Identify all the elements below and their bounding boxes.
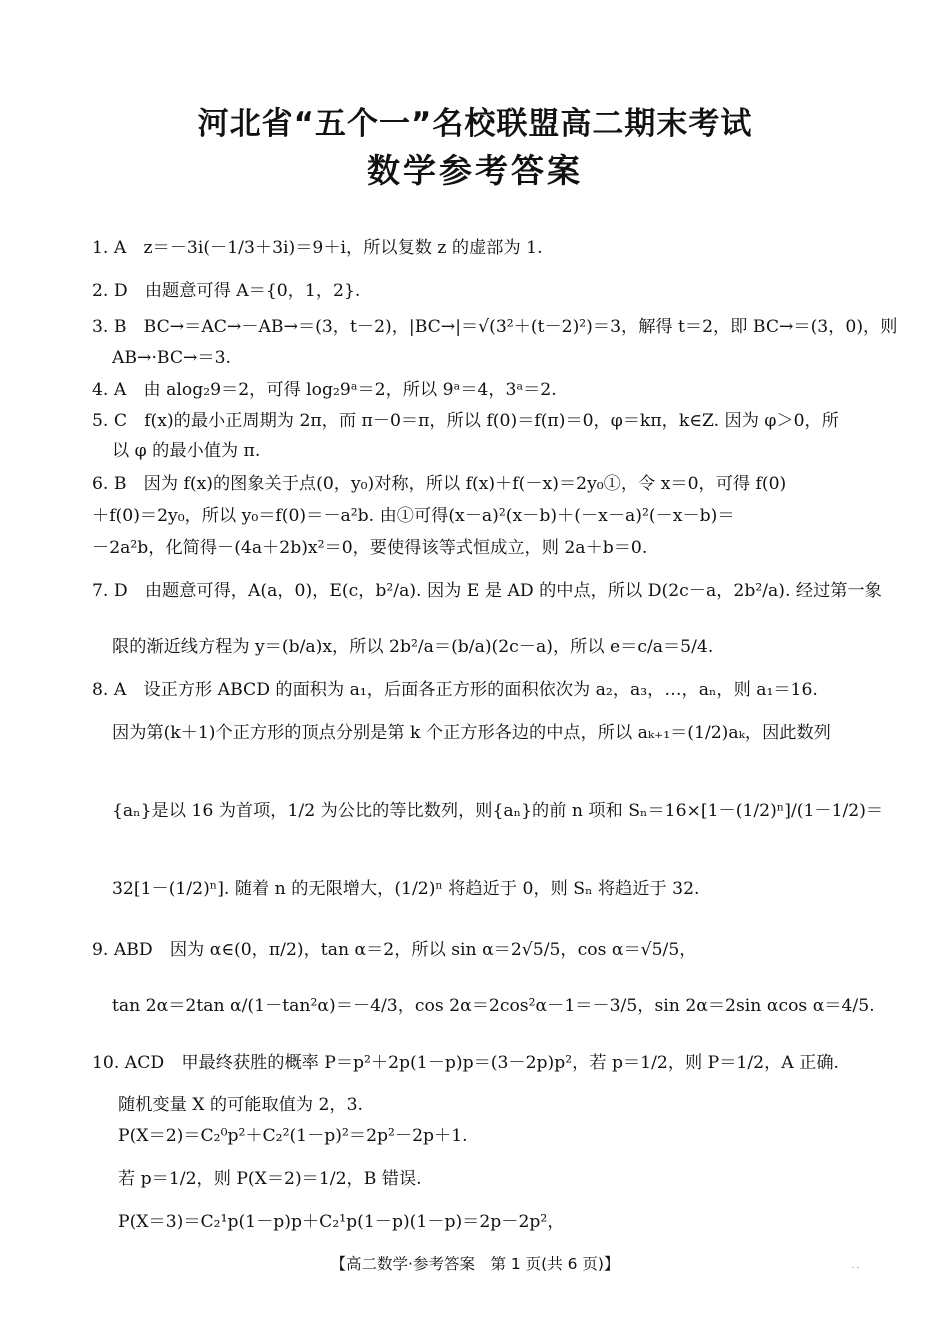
answer-line: ＋f(0)＝2y₀，所以 y₀＝f(0)＝－a²b. 由①可得(x－a)²(x－b)＋(－x－a)²(－x－b)＝ <box>92 506 735 526</box>
answer-line: 4. A 由 alog₂9＝2，可得 log₂9ᵃ＝2，所以 9ᵃ＝4，3ᵃ＝2. <box>92 380 557 400</box>
answer-line: 1. A z＝－3i(－1/3＋3i)＝9＋i，所以复数 z 的虚部为 1. <box>92 238 543 258</box>
answer-line: 10. ACD 甲最终获胜的概率 P＝p²＋2p(1－p)p＝(3－2p)p²，若 p＝1/2，则 P＝1/2，A 正确. <box>92 1053 839 1073</box>
answer-line: 若 p＝1/2，则 P(X＝2)＝1/2，B 错误. <box>118 1169 422 1189</box>
answer-line: 7. D 由题意可得，A(a，0)，E(c，b²/a). 因为 E 是 AD 的中点，所以 D(2c－a，2b²/a). 经过第一象 <box>92 581 882 601</box>
answer-line: {aₙ}是以 16 为首项，1/2 为公比的等比数列，则{aₙ}的前 n 项和 Sₙ＝16×[1－(1/2)ⁿ]/(1－1/2)＝ <box>112 801 884 821</box>
answer-line: 9. ABD 因为 α∈(0，π/2)，tan α＝2，所以 sin α＝2√5/5，cos α＝√5/5， <box>92 940 697 960</box>
answer-line: P(X＝3)＝C₂¹p(1－p)p＋C₂¹p(1－p)(1－p)＝2p－2p²， <box>118 1212 565 1232</box>
answer-line: －2a²b，化简得－(4a＋2b)x²＝0，要使得该等式恒成立，则 2a＋b＝0. <box>92 538 648 558</box>
answer-line: 32[1－(1/2)ⁿ]. 随着 n 的无限增大，(1/2)ⁿ 将趋近于 0，则 Sₙ 将趋近于 32. <box>112 879 700 899</box>
answer-line: 2. D 由题意可得 A＝{0，1，2}. <box>92 281 361 301</box>
answer-line: 8. A 设正方形 ABCD 的面积为 a₁，后面各正方形的面积依次为 a₂，a₃，…，aₙ，则 a₁＝16. <box>92 680 818 700</box>
answer-line: 以 φ 的最小值为 π. <box>112 441 261 461</box>
answer-line: 5. C f(x)的最小正周期为 2π，而 π－0＝π，所以 f(0)＝f(π)＝0，φ＝kπ，k∈Z. 因为 φ＞0，所 <box>92 411 839 431</box>
answer-line: 3. B BC→＝AC→－AB→＝(3，t－2)，|BC→|＝√(3²＋(t－2)²)＝3，解得 t＝2，即 BC→＝(3，0)，则 <box>92 317 898 337</box>
answer-line: 随机变量 X 的可能取值为 2，3. <box>118 1095 364 1115</box>
answer-line: P(X＝2)＝C₂⁰p²＋C₂²(1－p)²＝2p²－2p＋1. <box>118 1126 468 1146</box>
document-title: 河北省“五个一”名校联盟高二期末考试 <box>197 106 753 142</box>
answer-line: 因为第(k＋1)个正方形的顶点分别是第 k 个正方形各边的中点，所以 aₖ₊₁＝(1/2)aₖ，因此数列 <box>112 723 831 743</box>
answer-line: AB→·BC→＝3. <box>112 348 231 368</box>
answer-line: 限的渐近线方程为 y＝(b/a)x，所以 2b²/a＝(b/a)(2c－a)，所以 e＝c/a＝5/4. <box>112 637 714 657</box>
answer-line: 6. B 因为 f(x)的图象关于点(0，y₀)对称，所以 f(x)＋f(－x)＝2y₀①，令 x＝0，可得 f(0) <box>92 474 787 494</box>
document-subtitle: 数学参考答案 <box>367 151 583 190</box>
answer-line: tan 2α＝2tan α/(1－tan²α)＝－4/3，cos 2α＝2cos²α－1＝－3/5，sin 2α＝2sin αcos α＝4/5. <box>112 996 875 1016</box>
scan-dot <box>852 1267 854 1268</box>
page-footer: 【高二数学·参考答案 第 1 页(共 6 页)】 <box>330 1255 620 1273</box>
scan-dot <box>857 1267 859 1268</box>
